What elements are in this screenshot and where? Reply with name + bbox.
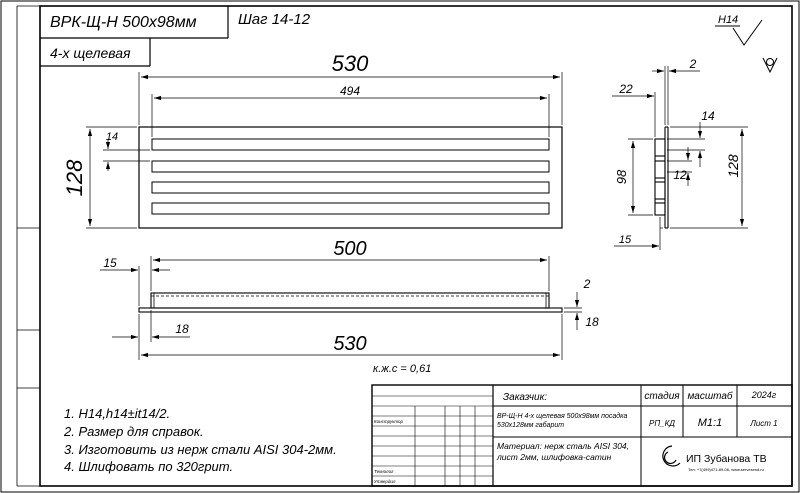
roughness-value: H14 [718, 14, 739, 26]
customer-label: Заказчик: [503, 392, 548, 403]
material-line-1: Материал: нерж сталь AISI 304, [497, 441, 630, 451]
role-technologist: Технолог [374, 469, 394, 474]
company-contacts: Тел: +7(499)471-89-06, www.servesend.ru [688, 467, 764, 472]
stage-label: стадия [644, 391, 680, 402]
dim-side-128: 128 [725, 154, 741, 178]
role-approved: Утвердил [374, 479, 396, 484]
scale-label: масштаб [687, 391, 733, 402]
dim-bottom-18-left: 18 [175, 322, 189, 336]
dim-front-14: 14 [105, 131, 119, 143]
company-logo [663, 446, 680, 466]
dim-side-14: 14 [701, 109, 715, 123]
description-line-2: 530х128мм габарит [497, 422, 565, 429]
sheet-number: Лист 1 [750, 419, 778, 428]
roughness-symbol [715, 14, 777, 72]
dim-bottom-2: 2 [583, 277, 591, 291]
dim-front-530: 530 [331, 51, 369, 76]
dim-bottom-530: 530 [333, 333, 367, 355]
material-line-2: лист 2мм, шлифовка-сатин [497, 452, 612, 462]
note-3: 3. Изготовить из нерж стали AISI 304-2мм. [64, 442, 337, 457]
description-line-1: ВР-Щ-Н 4-х щелевая 500х98мм посадка [497, 413, 628, 420]
title-block [372, 385, 792, 486]
header-block [40, 6, 311, 66]
scale-value: М1:1 [697, 417, 723, 429]
dim-side-12: 12 [673, 168, 687, 182]
role-designer: Конструктор [374, 419, 404, 424]
company-name: ИП Зубанова ТВ [686, 453, 767, 465]
coefficient-label: к.ж.с = 0,61 [373, 363, 432, 375]
step-label: Шаг 14-12 [238, 11, 311, 28]
dim-bottom-500: 500 [333, 238, 367, 260]
dim-front-128: 128 [62, 159, 87, 197]
dim-front-494: 494 [339, 84, 361, 98]
dim-side-2: 2 [689, 57, 697, 71]
notes-block [63, 406, 337, 474]
drawing-title: ВРК-Щ-Н 500х98мм [50, 14, 197, 31]
front-view [62, 51, 562, 228]
note-4: 4. Шлифовать по 320грит. [64, 459, 234, 474]
note-1: 1. H14,h14±it14/2. [64, 406, 171, 421]
dim-side-98: 98 [614, 169, 629, 185]
note-2: 2. Размер для справок. [64, 424, 204, 439]
dim-bottom-18-right: 18 [585, 315, 599, 329]
slot-count-label: 4-х щелевая [50, 45, 131, 61]
dim-bottom-15: 15 [103, 256, 117, 270]
year-label: 2024г [751, 390, 777, 400]
stage-value: РП_КД [649, 419, 675, 428]
dim-side-15: 15 [618, 234, 632, 246]
bottom-view [100, 238, 599, 360]
dim-side-22: 22 [619, 82, 633, 96]
side-view [612, 57, 748, 250]
